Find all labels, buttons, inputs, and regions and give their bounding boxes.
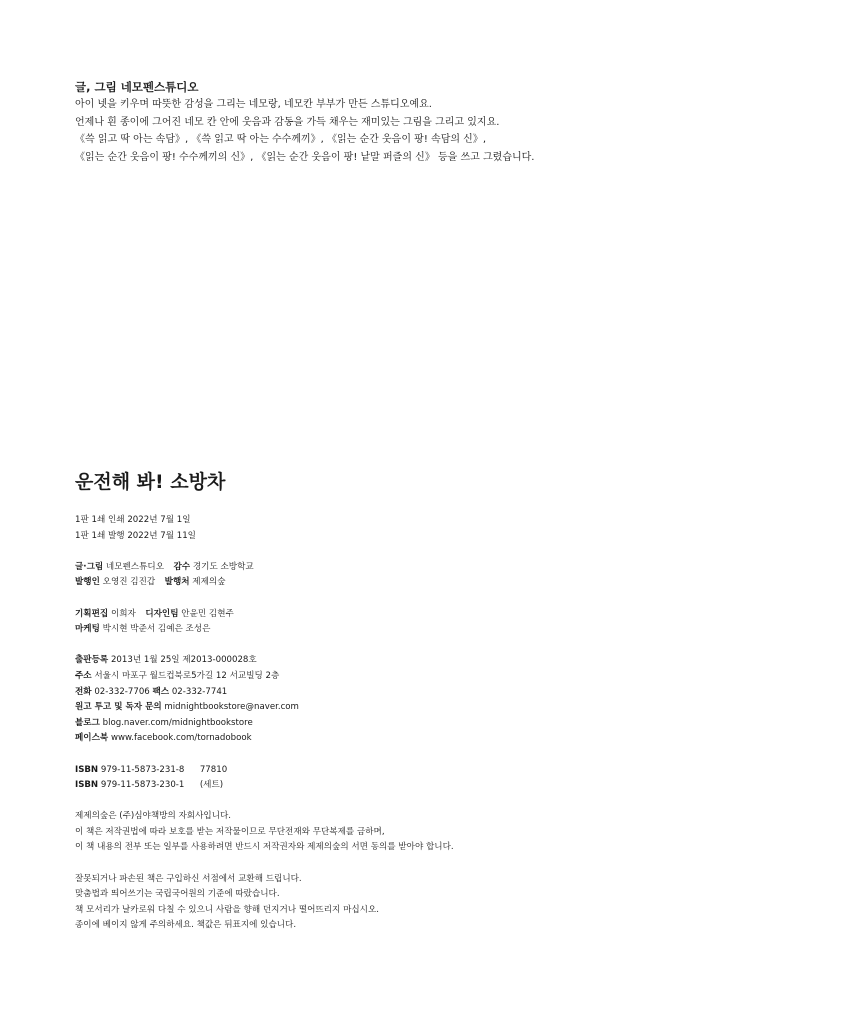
phone-label: 전화 [75,686,92,697]
author-bio-line: 아이 넷을 키우며 따뜻한 감성을 그리는 네모랑, 네모칸 부부가 만든 스튜디오예요. [75,99,432,110]
registration-label: 출판등록 [75,655,109,666]
isbn-label: ISBN [75,764,99,775]
isbn-label: ISBN [75,780,99,791]
editing-label: 기획편집 [75,608,109,619]
staff-row [75,622,815,638]
editing-value: 이희자 [110,608,136,619]
edition-info [75,513,815,544]
design-label: 디자인팀 [145,608,179,619]
facebook-row [75,731,815,747]
rights-line: 이 책은 저작권법에 따라 보호를 받는 저작물이므로 무단전재와 무단복제를 금하며, [75,826,385,837]
phone-row [75,685,815,701]
book-title: 운전해 봐! 소방차 [75,471,226,493]
address-value: 서울시 마포구 월드컵북로5가길 12 서교빌딩 2층 [94,670,280,681]
email-label: 원고 투고 및 독자 문의 [75,702,162,713]
registration-value: 2013년 1월 25일 제2013-000028호 [110,655,257,666]
facebook-value: www.facebook.com/tornadobook [110,733,252,744]
notice-line: 종이에 베이지 않게 주의하세요. 책값은 뒤표지에 있습니다. [75,920,297,931]
facebook-label: 페이스북 [75,733,109,744]
author-bio-line: 언제나 흰 종이에 그어진 네모 칸 안에 웃음과 감동을 가득 채우는 재미있는 그림을 그리고 있지요. [75,116,500,128]
author-heading: 글, 그림 네모펜스튜디오 [75,80,199,94]
email-row [75,700,815,716]
author-bio [75,78,815,166]
imprint-value: 제제의숲 [192,577,226,588]
edition-line: 1판 1쇄 인쇄 2022년 7월 1일 [75,515,191,525]
address-row [75,669,815,685]
rights-notice [75,809,815,856]
phone-value: 02-332-7706 [94,686,150,697]
writer-value: 네모펜스튜디오 [105,561,165,572]
publisher-label: 발행인 [75,577,100,588]
credit-row [75,560,815,576]
fax-value: 02-332-7741 [171,686,228,697]
contact-info [75,653,815,747]
blog-value: blog.naver.com/midnightbookstore [102,717,253,728]
notice-line: 책 모서리가 날카로워 다칠 수 있으니 사람을 향해 던지거나 떨어뜨리지 마십시오. [75,904,380,915]
design-value: 안윤민 김현주 [181,608,234,619]
isbn-suffix: (세트) [199,780,224,791]
imprint-label: 발행처 [164,577,190,588]
blog-label: 블로그 [75,717,100,728]
staff-row [75,607,815,623]
author-bio-line: 《쓱 읽고 딱 아는 속담》, 《쓱 읽고 딱 아는 수수께끼》, 《읽는 순간 웃음이 팡! 속담의 신》, [75,134,487,146]
fax-label: 팩스 [152,686,170,697]
rights-line: 이 책 내용의 전부 또는 일부를 사용하려면 반드시 저작권자와 제제의숲의 서면 동의를 받아야 합니다. [75,842,454,853]
marketing-label: 마케팅 [75,624,100,635]
registration-row [75,653,815,669]
writer-label: 글·그림 [75,561,104,572]
marketing-value: 박시현 박준서 김예은 조성은 [102,624,211,635]
notice-line: 잘못되거나 파손된 책은 구입하신 서점에서 교환해 드립니다. [75,873,302,884]
supervisor-value: 경기도 소방학교 [192,561,254,572]
isbn-suffix: 77810 [199,764,228,775]
credit-row [75,575,815,591]
email-value: midnightbookstore@naver.com [164,702,299,713]
reader-notices [75,872,815,934]
blog-row [75,716,815,732]
rights-line: 제제의숲은 (주)심야책방의 자회사입니다. [75,811,232,822]
supervisor-label: 감수 [173,561,191,572]
edition-line: 1판 1쇄 발행 2022년 7월 11일 [75,530,196,541]
colophon [75,513,815,934]
author-bio-line: 《읽는 순간 웃음이 팡! 수수께끼의 신》, 《읽는 순간 웃음이 팡! 낱말 퍼즐의 신》 등을 쓰고 그렸습니다. [75,151,535,163]
notice-line: 맞춤법과 띄어쓰기는 국립국어원의 기준에 따랐습니다. [75,889,280,900]
staff [75,607,815,638]
credits [75,560,815,591]
isbn-number: 979-11-5873-231-8 [100,764,185,775]
publisher-value: 오영진 김진갑 [102,577,156,588]
isbn-number: 979-11-5873-230-1 [100,780,185,791]
isbn-row [75,778,815,794]
isbn-info [75,763,815,794]
isbn-row [75,763,815,779]
address-label: 주소 [75,670,92,681]
